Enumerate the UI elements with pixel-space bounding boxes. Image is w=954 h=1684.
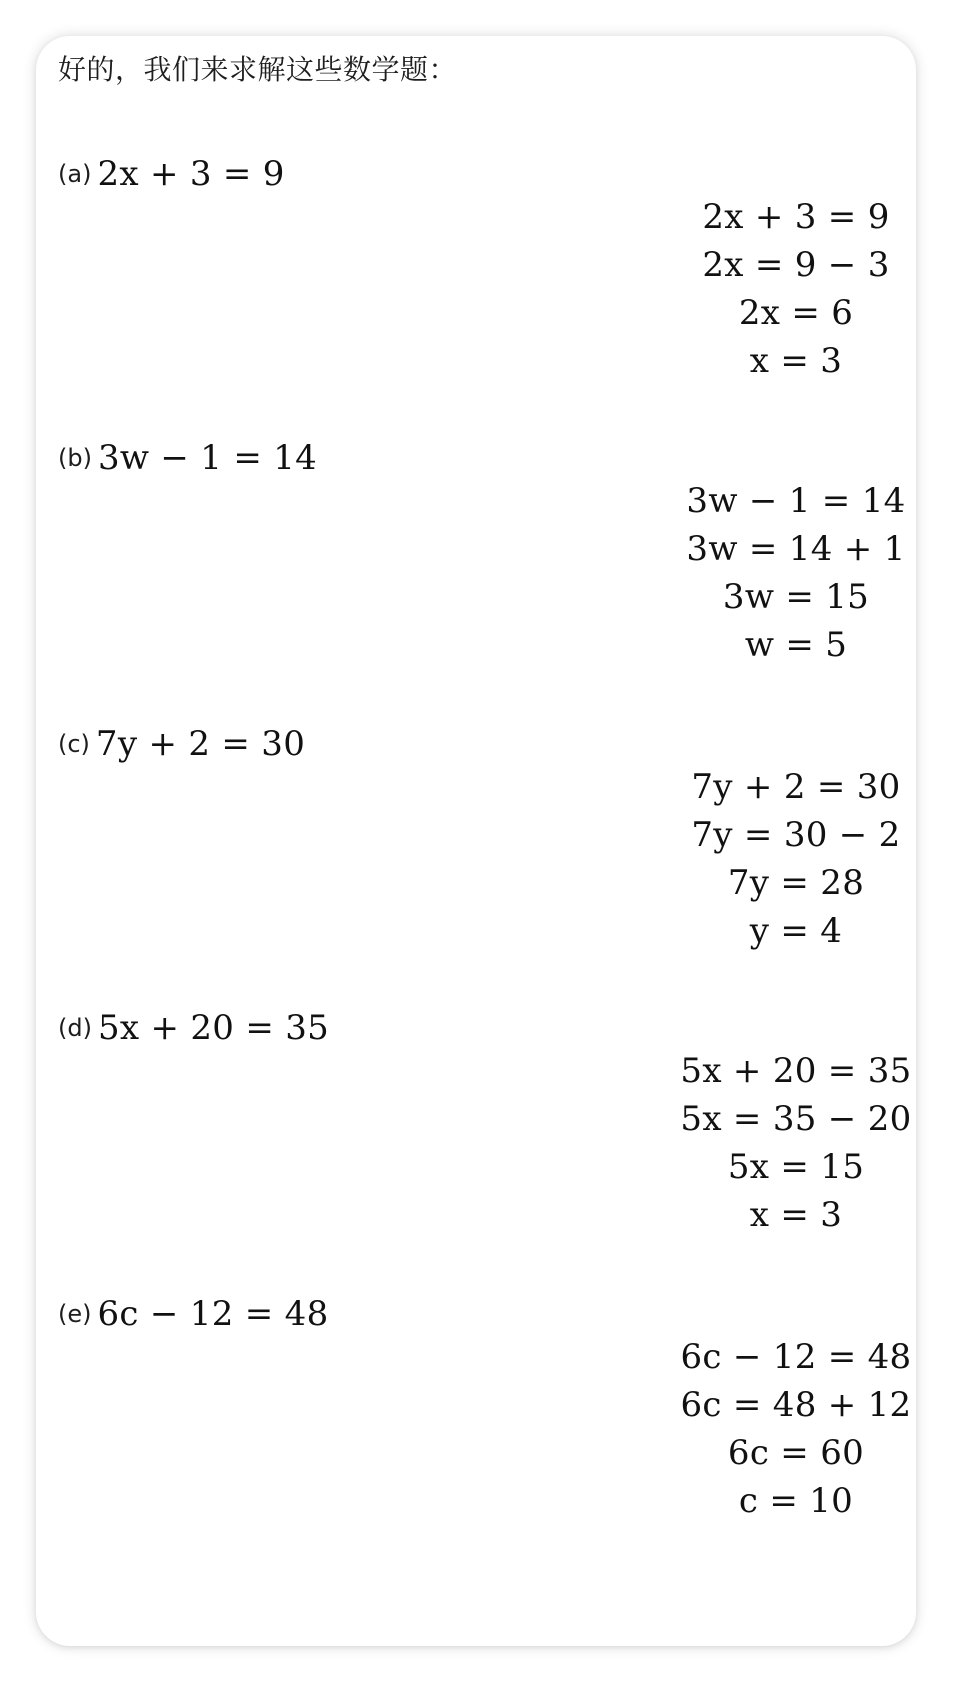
solution-step: 5x = 15: [727, 1147, 865, 1187]
solution-step: 7y = 28: [727, 863, 865, 903]
solution-step: 2x = 6: [738, 293, 854, 333]
solution-step: 2x + 3 = 9: [702, 197, 890, 237]
solution-step: 3w − 1 = 14: [686, 481, 906, 521]
problem-heading-e: [58, 1292, 329, 1336]
solution-step: x = 3: [749, 341, 843, 381]
problem-label: (d): [58, 1014, 92, 1042]
problem-heading-a: [58, 152, 285, 196]
problem-label: (c): [58, 730, 90, 758]
solution-step: 6c = 48 + 12: [680, 1385, 912, 1425]
solution-step: 5x + 20 = 35: [680, 1051, 912, 1091]
problem-equation: 3w − 1 = 14: [97, 438, 318, 478]
problem-equation: 6c − 12 = 48: [97, 1294, 329, 1334]
solution-step: c = 10: [738, 1481, 854, 1521]
solution-step: 7y = 30 − 2: [691, 815, 901, 855]
solution-step: 6c − 12 = 48: [680, 1337, 912, 1377]
problem-heading-c: [58, 722, 305, 766]
solution-steps-d: [596, 1047, 916, 1239]
solution-steps-a: [596, 193, 916, 385]
solution-step: 6c = 60: [727, 1433, 865, 1473]
solution-step: 2x = 9 − 3: [702, 245, 890, 285]
solution-step: 3w = 15: [722, 577, 870, 617]
solution-step: y = 4: [749, 911, 843, 951]
problem-equation: 2x + 3 = 9: [97, 154, 285, 194]
problem-heading-d: [58, 1006, 329, 1050]
solution-steps-e: [596, 1333, 916, 1525]
problem-label: (a): [58, 160, 92, 188]
solution-step: 3w = 14 + 1: [686, 529, 906, 569]
intro-text: 好的，我们来求解这些数学题：: [58, 53, 458, 86]
solution-step: 5x = 35 − 20: [680, 1099, 912, 1139]
solution-step: 7y + 2 = 30: [691, 767, 901, 807]
problem-label: (b): [58, 444, 92, 472]
solution-step: x = 3: [749, 1195, 843, 1235]
problem-label: (e): [58, 1300, 92, 1328]
solution-step: w = 5: [744, 625, 848, 665]
solution-steps-c: [596, 763, 916, 955]
problem-equation: 7y + 2 = 30: [95, 724, 306, 764]
problem-heading-b: [58, 436, 317, 480]
message-card: [36, 36, 916, 1646]
problem-equation: 5x + 20 = 35: [97, 1008, 330, 1048]
solution-steps-b: [596, 477, 916, 669]
